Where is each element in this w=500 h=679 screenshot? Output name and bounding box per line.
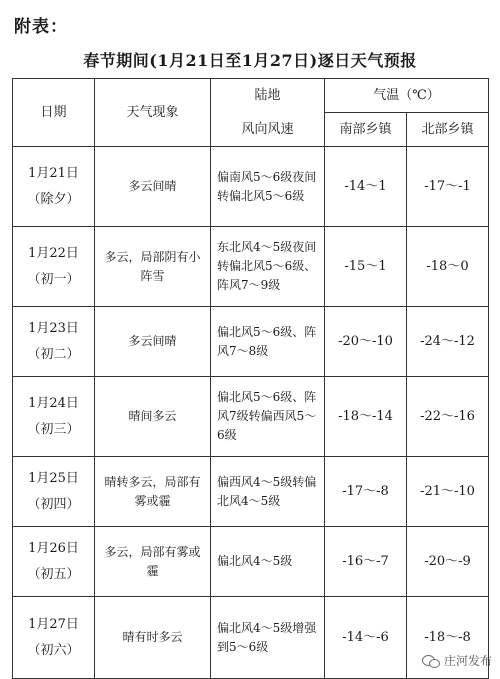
date-text: 1月25日 bbox=[28, 470, 79, 486]
header-south: 南部乡镇 bbox=[325, 113, 407, 147]
north-temp-cell: -18～0 bbox=[407, 227, 489, 307]
date-cell bbox=[13, 377, 95, 457]
weather-cell: 多云间晴 bbox=[95, 147, 211, 227]
watermark-text: 庄河发布 bbox=[443, 654, 492, 668]
wind-cell: 偏西风4～5级转偏北风4～5级 bbox=[211, 457, 325, 527]
forecast-table bbox=[12, 78, 489, 679]
south-temp-cell: -15～1 bbox=[325, 227, 407, 307]
weather-cell: 晴间多云 bbox=[95, 377, 211, 457]
header-date: 日期 bbox=[13, 79, 95, 147]
date-text: 1月27日 bbox=[28, 616, 79, 632]
south-temp-cell: -17～-8 bbox=[325, 457, 407, 527]
wind-cell: 偏北风4～5级 bbox=[211, 527, 325, 597]
holiday-text: （初六） bbox=[27, 642, 80, 658]
north-temp-cell: -17～-1 bbox=[407, 147, 489, 227]
header-wind: 风向风速 bbox=[211, 113, 325, 147]
holiday-text: （初四） bbox=[27, 496, 80, 512]
north-temp-cell: -18～-8 bbox=[407, 597, 489, 679]
document-title: 春节期间(1月21日至1月27日)逐日天气预报 bbox=[83, 51, 417, 70]
weather-cell: 晴有时多云 bbox=[95, 597, 211, 679]
holiday-text: （除夕） bbox=[27, 191, 80, 207]
south-temp-cell: -18～-14 bbox=[325, 377, 407, 457]
wechat-icon bbox=[422, 654, 440, 668]
holiday-text: （初三） bbox=[27, 421, 80, 437]
date-cell bbox=[13, 147, 95, 227]
north-temp-cell: -22～-16 bbox=[407, 377, 489, 457]
table-row bbox=[13, 527, 489, 597]
header-weather: 天气现象 bbox=[95, 79, 211, 147]
holiday-text: （初一） bbox=[27, 271, 80, 287]
weather-cell: 多云，局部阴有小阵雪 bbox=[95, 227, 211, 307]
weather-cell: 晴转多云，局部有雾或霾 bbox=[95, 457, 211, 527]
south-temp-cell: -16～-7 bbox=[325, 527, 407, 597]
date-text: 1月22日 bbox=[28, 245, 79, 261]
table-row bbox=[13, 307, 489, 377]
holiday-text: （初五） bbox=[27, 566, 80, 582]
holiday-text: （初二） bbox=[27, 346, 80, 362]
date-cell bbox=[13, 227, 95, 307]
header-temperature: 气温（℃） bbox=[325, 79, 489, 113]
table-row bbox=[13, 377, 489, 457]
north-temp-cell: -20～-9 bbox=[407, 527, 489, 597]
date-cell bbox=[13, 307, 95, 377]
table-row bbox=[13, 457, 489, 527]
date-cell bbox=[13, 527, 95, 597]
date-text: 1月26日 bbox=[28, 540, 79, 556]
weather-cell: 多云，局部有雾或霾 bbox=[95, 527, 211, 597]
header-land: 陆地 bbox=[211, 79, 325, 113]
appendix-label: 附表： bbox=[14, 17, 68, 37]
header-north: 北部乡镇 bbox=[407, 113, 489, 147]
header-row-top bbox=[13, 79, 489, 113]
date-cell bbox=[13, 597, 95, 679]
date-text: 1月24日 bbox=[28, 395, 79, 411]
date-text: 1月23日 bbox=[28, 320, 79, 336]
south-temp-cell: -20～-10 bbox=[325, 307, 407, 377]
wind-cell: 偏北风5～6级、阵风7～8级 bbox=[211, 307, 325, 377]
watermark bbox=[422, 652, 492, 669]
wind-cell: 偏北风5～6级、阵风7级转偏西风5～6级 bbox=[211, 377, 325, 457]
north-temp-cell: -24～-12 bbox=[407, 307, 489, 377]
wind-cell: 东北风4～5级夜间转偏北风5～6级、阵风7～9级 bbox=[211, 227, 325, 307]
date-text: 1月21日 bbox=[28, 165, 79, 181]
table-row bbox=[13, 227, 489, 307]
wind-cell: 偏北风4～5级增强到5～6级 bbox=[211, 597, 325, 679]
table-row bbox=[13, 147, 489, 227]
south-temp-cell: -14～-6 bbox=[325, 597, 407, 679]
wind-cell: 偏南风5～6级夜间转偏北风5～6级 bbox=[211, 147, 325, 227]
table-row bbox=[13, 597, 489, 679]
north-temp-cell: -21～-10 bbox=[407, 457, 489, 527]
weather-cell: 多云间晴 bbox=[95, 307, 211, 377]
date-cell bbox=[13, 457, 95, 527]
south-temp-cell: -14～1 bbox=[325, 147, 407, 227]
